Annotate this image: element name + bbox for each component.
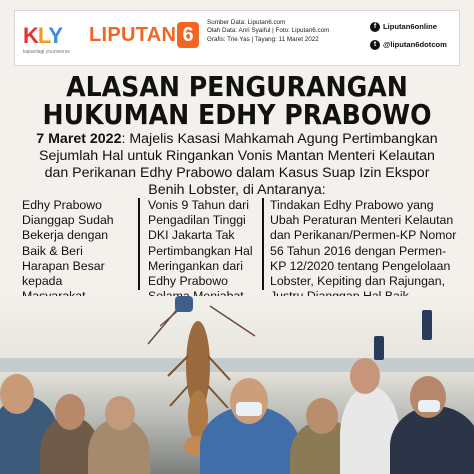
news-photo: [0, 296, 474, 474]
person-head: [230, 378, 268, 424]
intro-paragraph: [28, 131, 446, 199]
twitter-icon: t: [370, 40, 380, 50]
reason-3: Tindakan Edhy Prabowo yang Ubah Peraturan Menteri Kelautan dan Perikanan/Permen-KP Nomor 56 Tahun 2016 dengan Permen-KP 12/2020 tentang Pengelolaan Lobster, Kepiting dan Rajungan,: [270, 198, 457, 289]
face-mask: [236, 402, 262, 416]
facebook-handle[interactable]: f Liputan6online: [370, 22, 470, 32]
reason-1: Edhy Prabowo Dianggap Sudah Bekerja dengan Baik & Beri Harapan Besar kepada: [22, 198, 114, 289]
divider: [138, 198, 140, 290]
brand-logo: LIPUTAN: [89, 24, 177, 46]
intro-date: 7 Maret 2022: [36, 131, 122, 147]
person-head: [55, 394, 85, 430]
credits: [207, 19, 357, 44]
reason-2: Vonis 9 Tahun dari Pengadilan Tinggi DKI Jakarta Tak Pertimbangkan Hal Meringankan dari Edhy Prabowo: [148, 198, 253, 289]
kly-logo: KLY: [23, 23, 62, 48]
headline-line-2: HUKUMAN EDHY PRABOWO: [42, 98, 432, 131]
person-head: [306, 398, 338, 434]
person-head: [350, 358, 380, 394]
brand-number: 6: [177, 22, 199, 48]
twitter-handle[interactable]: t @liputan6dotcom: [370, 40, 470, 50]
graphic-text: Grafis: Trie Yas | Tayang: 11 Maret 2022: [207, 35, 319, 43]
headline-line-1: ALASAN PENGURANGAN: [66, 70, 408, 103]
intro-text: : Majelis Kasasi Mahkamah Agung Pertimbangkan Sejumlah Hal untuk Ringankan Vonis Mantan Menteri Kelautan dan Perikanan Edhy Prabowo dalam Kasus Suap Izin Ekspor Benih Lobster, di Antaranya:: [39, 131, 438, 198]
divider: [262, 198, 264, 290]
phone-camera: [422, 310, 432, 340]
phone-camera: [374, 336, 384, 360]
face-mask: [418, 400, 440, 412]
source-text: Sumber Data: Liputan6.com: [207, 19, 286, 26]
person-head: [105, 396, 135, 430]
facebook-icon: f: [370, 22, 380, 32]
person-head: [0, 374, 34, 414]
header-bar: [14, 10, 460, 66]
kly-logo-subtitle: kapanlagi youniverse: [23, 49, 70, 55]
processed-text: Olah Data: Anri Syaiful | Foto: Liputan6.com: [207, 27, 330, 35]
